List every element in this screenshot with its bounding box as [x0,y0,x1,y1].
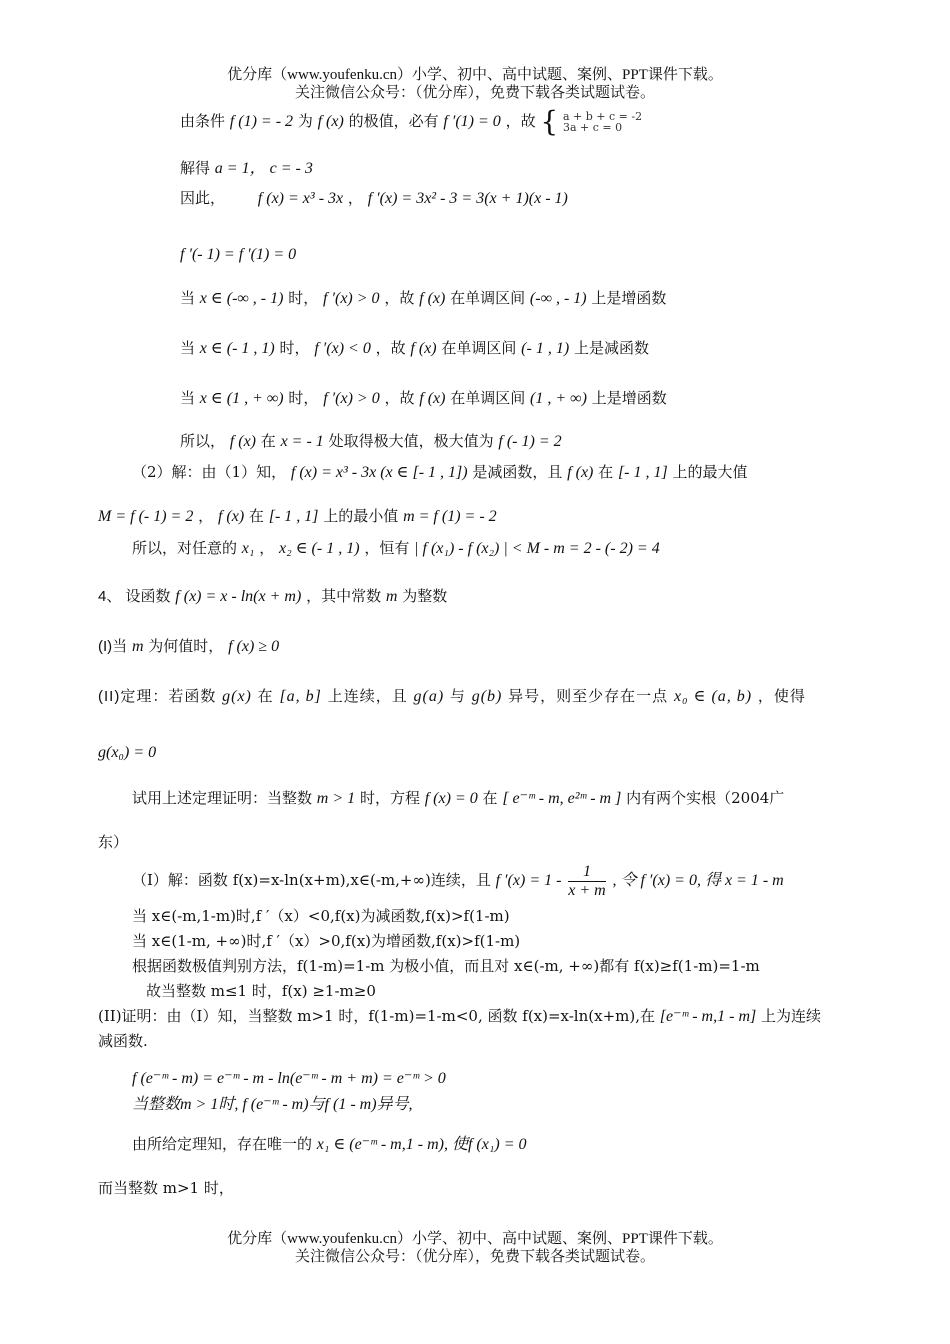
question-4 [98,586,447,607]
formula: x ∈ (1 , + ∞) [199,390,284,407]
text: ，使得 [757,687,806,705]
formula: f (- 1) = 2 [498,433,562,450]
text: ，其中常数 [306,587,382,605]
text: 异号，则至少存在一点 [508,687,669,705]
text: 时， [288,289,319,307]
formula: m > 1 [316,790,356,807]
formula: x₁ ∈ (e⁻ᵐ - m,1 - m), 使f (x₁) = 0 [316,1136,527,1153]
text: 上的最小值 [323,507,399,525]
text: 上是减函数 [573,339,649,357]
formula: f (1) = - 2 [229,113,294,130]
text: 时， [288,389,319,407]
formula: x₀ ∈ (a, b) [673,688,753,705]
line-interval-2 [180,338,649,359]
solution-ii-cont: 减函数. [98,1032,148,1050]
formula: f ′(- 1) = f ′(1) = 0 [180,246,297,263]
solution-unique-root [132,1134,527,1155]
text: 时， [279,339,310,357]
text: ，故 [375,339,406,357]
solution-final: 而当整数 m>1 时， [98,1179,234,1197]
text: 时，方程 [359,789,420,807]
text: 处取得极大值，极大值为 [328,432,494,450]
line-max-value [180,431,562,452]
formula: [- 1 , 1] [617,464,668,481]
text: 上连续，且 [327,687,408,705]
formula: g(b) [471,688,503,705]
text: 与 [449,687,466,705]
text: （I）解：函数 f(x)=x-ln(x+m),x∈(-m,+∞)连续，且 [132,871,491,889]
formula: | f (x₁) - f (x₂) | < M - m = 2 - (- 2) = 4 [414,540,660,557]
formula: (1 , + ∞) [530,390,587,407]
line-min-value [98,506,497,527]
formula: f (e⁻ᵐ - m) = e⁻ᵐ - m - ln(e⁻ᵐ - m + m) = e⁻ᵐ > 0 [132,1070,446,1087]
formula: f (x) = 0 [424,790,478,807]
formula: x ∈ (-∞ , - 1) [199,290,284,307]
formula: f ′(1) = 0 [443,113,501,130]
formula: g(a) [413,688,445,705]
text: ， [198,507,214,525]
text: 因此， [180,189,226,207]
formula: x₂ ∈ (- 1 , 1) [279,540,360,557]
text: ，故 [384,289,415,307]
formula: f (x) [217,508,245,525]
formula: [- 1 , 1] [268,508,319,525]
formula: f (x) = x³ - 3x (x ∈ [- 1 , 1]) [290,464,468,481]
solution-extremum: 根据函数极值判别方法，f(1-m)=1-m 为极小值，而且对 x∈(-m, +∞)都有 f(x)≥f(1-m)=1-m [132,957,760,975]
line-interval-3 [180,388,667,409]
question-4-prove-cont [98,832,128,852]
formula: 当整数m > 1时, f (e⁻ᵐ - m)与f (1 - m)异号, [132,1096,413,1113]
text: ，恒有 [364,539,410,557]
text: 在 [598,463,614,481]
text: ，故 [384,389,415,407]
brace-icon: { [540,105,559,138]
text: 在单调区间 [450,289,526,307]
header-line-2: 关注微信公众号：（优分库），免费下载各类试题试卷。 [294,85,655,101]
text: 当 [180,289,196,307]
solution-ii [98,1006,821,1027]
formula: f ′(x) = 3x² - 3 = 3(x + 1)(x - 1) [367,190,568,207]
formula: f ′(x) > 0 [323,390,380,407]
text: 所以， [180,432,226,450]
solution-sign [132,1094,413,1115]
solution-decreasing: 当 x∈(-m,1-m)时,f ′（x）<0,f(x)为减函数,f(x)>f(1-m) [132,907,510,925]
formula: x₁ [241,540,255,557]
text: 在单调区间 [441,339,517,357]
text: 上的最大值 [672,463,748,481]
text: (I)当 [98,638,128,655]
formula: f (x) [419,290,446,307]
line-solve [180,158,313,179]
solution-increasing: 当 x∈(1-m, +∞)时,f ′（x）>0,f(x)为增函数,f(x)>f(1-m) [132,932,521,950]
formula: (- 1 , 1) [521,340,570,357]
text: ，故 [505,112,536,130]
formula: x ∈ (- 1 , 1) [199,340,275,357]
text: 在 [260,432,276,450]
formula: (-∞ , - 1) [529,290,587,307]
formula: f (x) [317,113,344,130]
question-4-part-i [98,636,279,657]
formula: f (x) [229,433,256,450]
text: 试用上述定理证明：当整数 [132,789,313,807]
text: 由条件 [180,112,226,130]
text: （2）解：由（1）知， [132,463,287,481]
text: 当 [180,389,196,407]
text: 为整数 [402,587,448,605]
question-number: 4、 设函数 [98,588,171,605]
formula: m [131,638,144,655]
formula: m = f (1) = - 2 [403,508,497,525]
formula: f ′(x) = 1 - [495,872,562,889]
numerator: 1 [568,863,605,882]
text: 所以，对任意的 [132,539,238,557]
text: 为何值时， [148,637,224,655]
text: 在 [248,507,264,525]
fraction [568,863,605,900]
text: (II)证明：由（I）知，当整数 m>1 时，f(1-m)=1-m<0, 函数 f(x)=x-ln(x+m),在 [98,1007,655,1025]
formula: [ e⁻ᵐ - m, e²ᵐ - m ] [502,790,622,807]
text: 由所给定理知，存在唯一的 [132,1135,313,1153]
line-interval-1 [180,288,666,309]
denominator: x + m [568,881,606,899]
formula: [a, b] [279,688,322,705]
text: 是减函数，且 [472,463,563,481]
question-4-part-ii-cont [98,742,156,763]
formula: f (x) [567,464,594,481]
text: 上是增函数 [591,289,667,307]
text: ， [347,189,363,207]
formula: m [385,588,398,605]
line-critical [180,244,296,265]
header-line-1: 优分库（www.youfenku.cn）小学、初中、高中试题、案例、PPT课件下载。 [227,67,723,83]
formula: [e⁻ᵐ - m,1 - m] [659,1008,757,1025]
text: 解得 [180,159,211,177]
text: 当 [180,339,196,357]
text: 上为连续 [761,1007,822,1025]
equation-2: 3a + c = 0 [562,121,623,134]
formula: f ′(x) < 0 [314,340,371,357]
line-any-x [132,538,660,559]
formula: M = f (- 1) = 2 [98,508,194,525]
solution-conclusion: 故当整数 m≤1 时，f(x) ≥1-m≥0 [146,982,376,1000]
formula: g(x₀) = 0 [98,744,157,761]
line-part-2 [132,462,748,483]
footer-line-2: 关注微信公众号：（优分库），免费下载各类试题试卷。 [294,1249,655,1265]
formula: f (x) ≥ 0 [228,638,280,655]
formula: f (x) = x - ln(x + m) [175,588,302,605]
formula: x = - 1 [280,433,324,450]
footer-line-1: 优分库（www.youfenku.cn）小学、初中、高中试题、案例、PPT课件下载。 [227,1231,723,1247]
text: 东） [98,833,129,851]
formula: g(x) [222,688,252,705]
text: 在单调区间 [450,389,526,407]
line-therefore [180,188,568,209]
equation-1: a + b + c = -2 [562,110,643,123]
formula: f (x) = x³ - 3x [257,190,344,207]
question-4-prove [132,788,784,809]
formula: a = 1， c = - 3 [214,160,313,177]
text: (II)定理：若函数 [98,688,217,705]
formula: f (x) [410,340,437,357]
equation-system [563,111,642,133]
formula: f (x) [419,390,446,407]
formula: , 令 f ′(x) = 0, 得 x = 1 - m [612,872,784,889]
text: 在 [482,789,498,807]
text: 的极值，必有 [348,112,439,130]
text: ， [259,539,275,557]
text: 内有两个实根（2004广 [626,789,785,807]
line-condition [180,105,643,138]
formula: f ′(x) > 0 [323,290,380,307]
text: 在 [257,687,274,705]
text: 上是增函数 [591,389,667,407]
text: 为 [297,112,313,130]
question-4-part-ii [98,686,806,707]
solution-value [132,1068,446,1089]
solution-i [132,862,784,900]
